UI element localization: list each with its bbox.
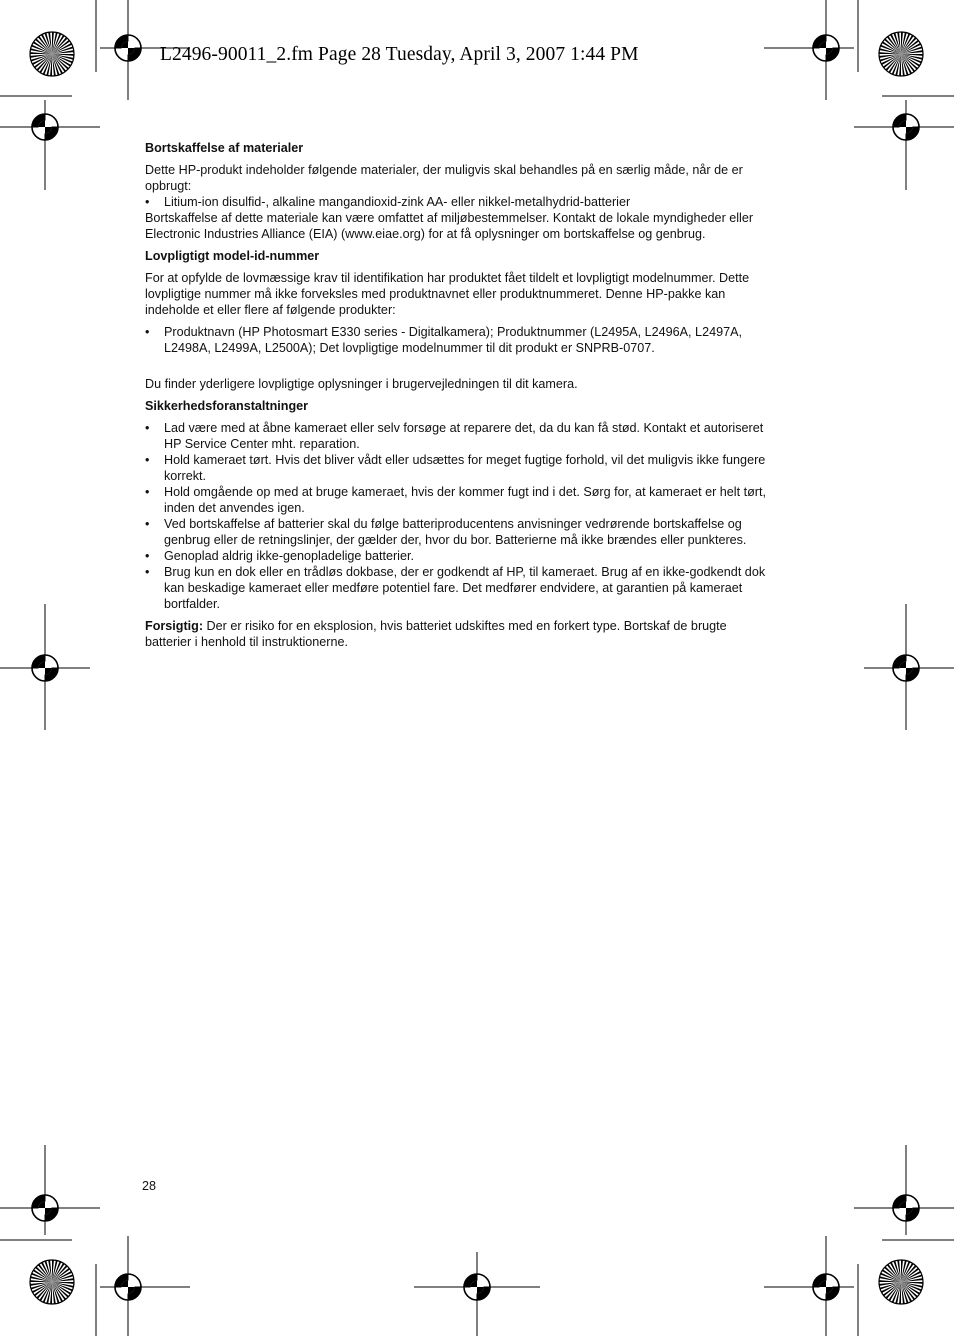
- section-heading-model-id: Lovpligtigt model-id-nummer: [145, 249, 320, 263]
- starburst-target-icon: [879, 32, 923, 76]
- list-item: • Hold kameraet tørt. Hvis det bliver vådt eller udsættes for meget fugtige forhold, vil det muligvis ikke fungere korrekt.: [145, 452, 770, 484]
- caution-paragraph: [145, 618, 770, 650]
- list-item: • Litium-ion disulfid-, alkaline mangandioxid-zink AA- eller nikkel-metalhydrid-batterier: [145, 194, 770, 210]
- disposal-bullet-list: [145, 194, 770, 210]
- document-body: [145, 140, 770, 650]
- list-item: • Produktnavn (HP Photosmart E330 series - Digitalkamera); Produktnummer (L2495A, L2496A, L2497A, L2498A, L2499A, L2500A); Det lovpligtige modelnummer til dit produkt er SNPRB-0707.: [145, 324, 770, 356]
- model-id-bullet-list: [145, 324, 770, 356]
- caution-text: Der er risiko for en eksplosion, hvis batteriet udskiftes med en forkert type. Bortskaf de brugte batterier i henhold til instruktionerne.: [145, 619, 727, 649]
- caution-label: Forsigtig:: [145, 619, 204, 633]
- print-slug-header: L2496-90011_2.fm Page 28 Tuesday, April 3, 2007 1:44 PM: [160, 44, 639, 65]
- model-id-note: Du finder yderligere lovpligtige oplysninger i brugervejledningen til dit kamera.: [145, 377, 578, 391]
- starburst-target-icon: [879, 1260, 923, 1304]
- list-item: • Genoplad aldrig ikke-genopladelige batterier.: [145, 548, 770, 564]
- starburst-target-icon: [30, 1260, 74, 1304]
- list-item: • Hold omgående op med at bruge kameraet, hvis der kommer fugt ind i det. Sørg for, at kameraet er helt tørt, inden det anvendes igen.: [145, 484, 770, 516]
- disposal-body: Bortskaffelse af dette materiale kan være omfattet af miljøbestemmelser. Kontakt de lokale myndigheder eller Electronic Industries Alliance (EIA) (www.eiae.org) for at få oplysninger om bortskaffelse og genbrug.: [145, 211, 754, 241]
- list-item: • Lad være med at åbne kameraet eller selv forsøge at reparere det, da du kan få stød. Kontakt et autoriseret HP Service Center mht. reparation.: [145, 420, 770, 452]
- disposal-intro: Dette HP-produkt indeholder følgende materialer, der muligvis skal behandles på en særlig måde, når de er opbrugt:: [145, 163, 743, 193]
- list-item: • Brug kun en dok eller en trådløs dokbase, der er godkendt af HP, til kameraet. Brug af en ikke-godkendt dok kan beskadige kameraet eller medføre potentiel fare. Det medfører endvidere, at garantien på kameraet bortfalder.: [145, 564, 770, 612]
- starburst-target-icon: [30, 32, 74, 76]
- section-heading-safety: Sikkerhedsforanstaltninger: [145, 399, 309, 413]
- section-heading-disposal: Bortskaffelse af materialer: [145, 141, 304, 155]
- safety-bullet-list: [145, 420, 770, 612]
- page-number: 28: [142, 1179, 157, 1193]
- model-id-intro: For at opfylde de lovmæssige krav til identifikation har produktet fået tildelt et lovpligtigt modelnummer. Dette lovpligtige nummer må ikke forveksles med produktnavnet eller produktnummeret. Denne HP-pakke kan indeholde et eller flere af følgende produkter:: [145, 271, 750, 317]
- list-item: • Ved bortskaffelse af batterier skal du følge batteriproducentens anvisninger vedrørende bortskaffelse og genbrug eller de retningslinjer, der gælder der, hvor du bor. Batterierne må ikke brændes eller punkteres.: [145, 516, 770, 548]
